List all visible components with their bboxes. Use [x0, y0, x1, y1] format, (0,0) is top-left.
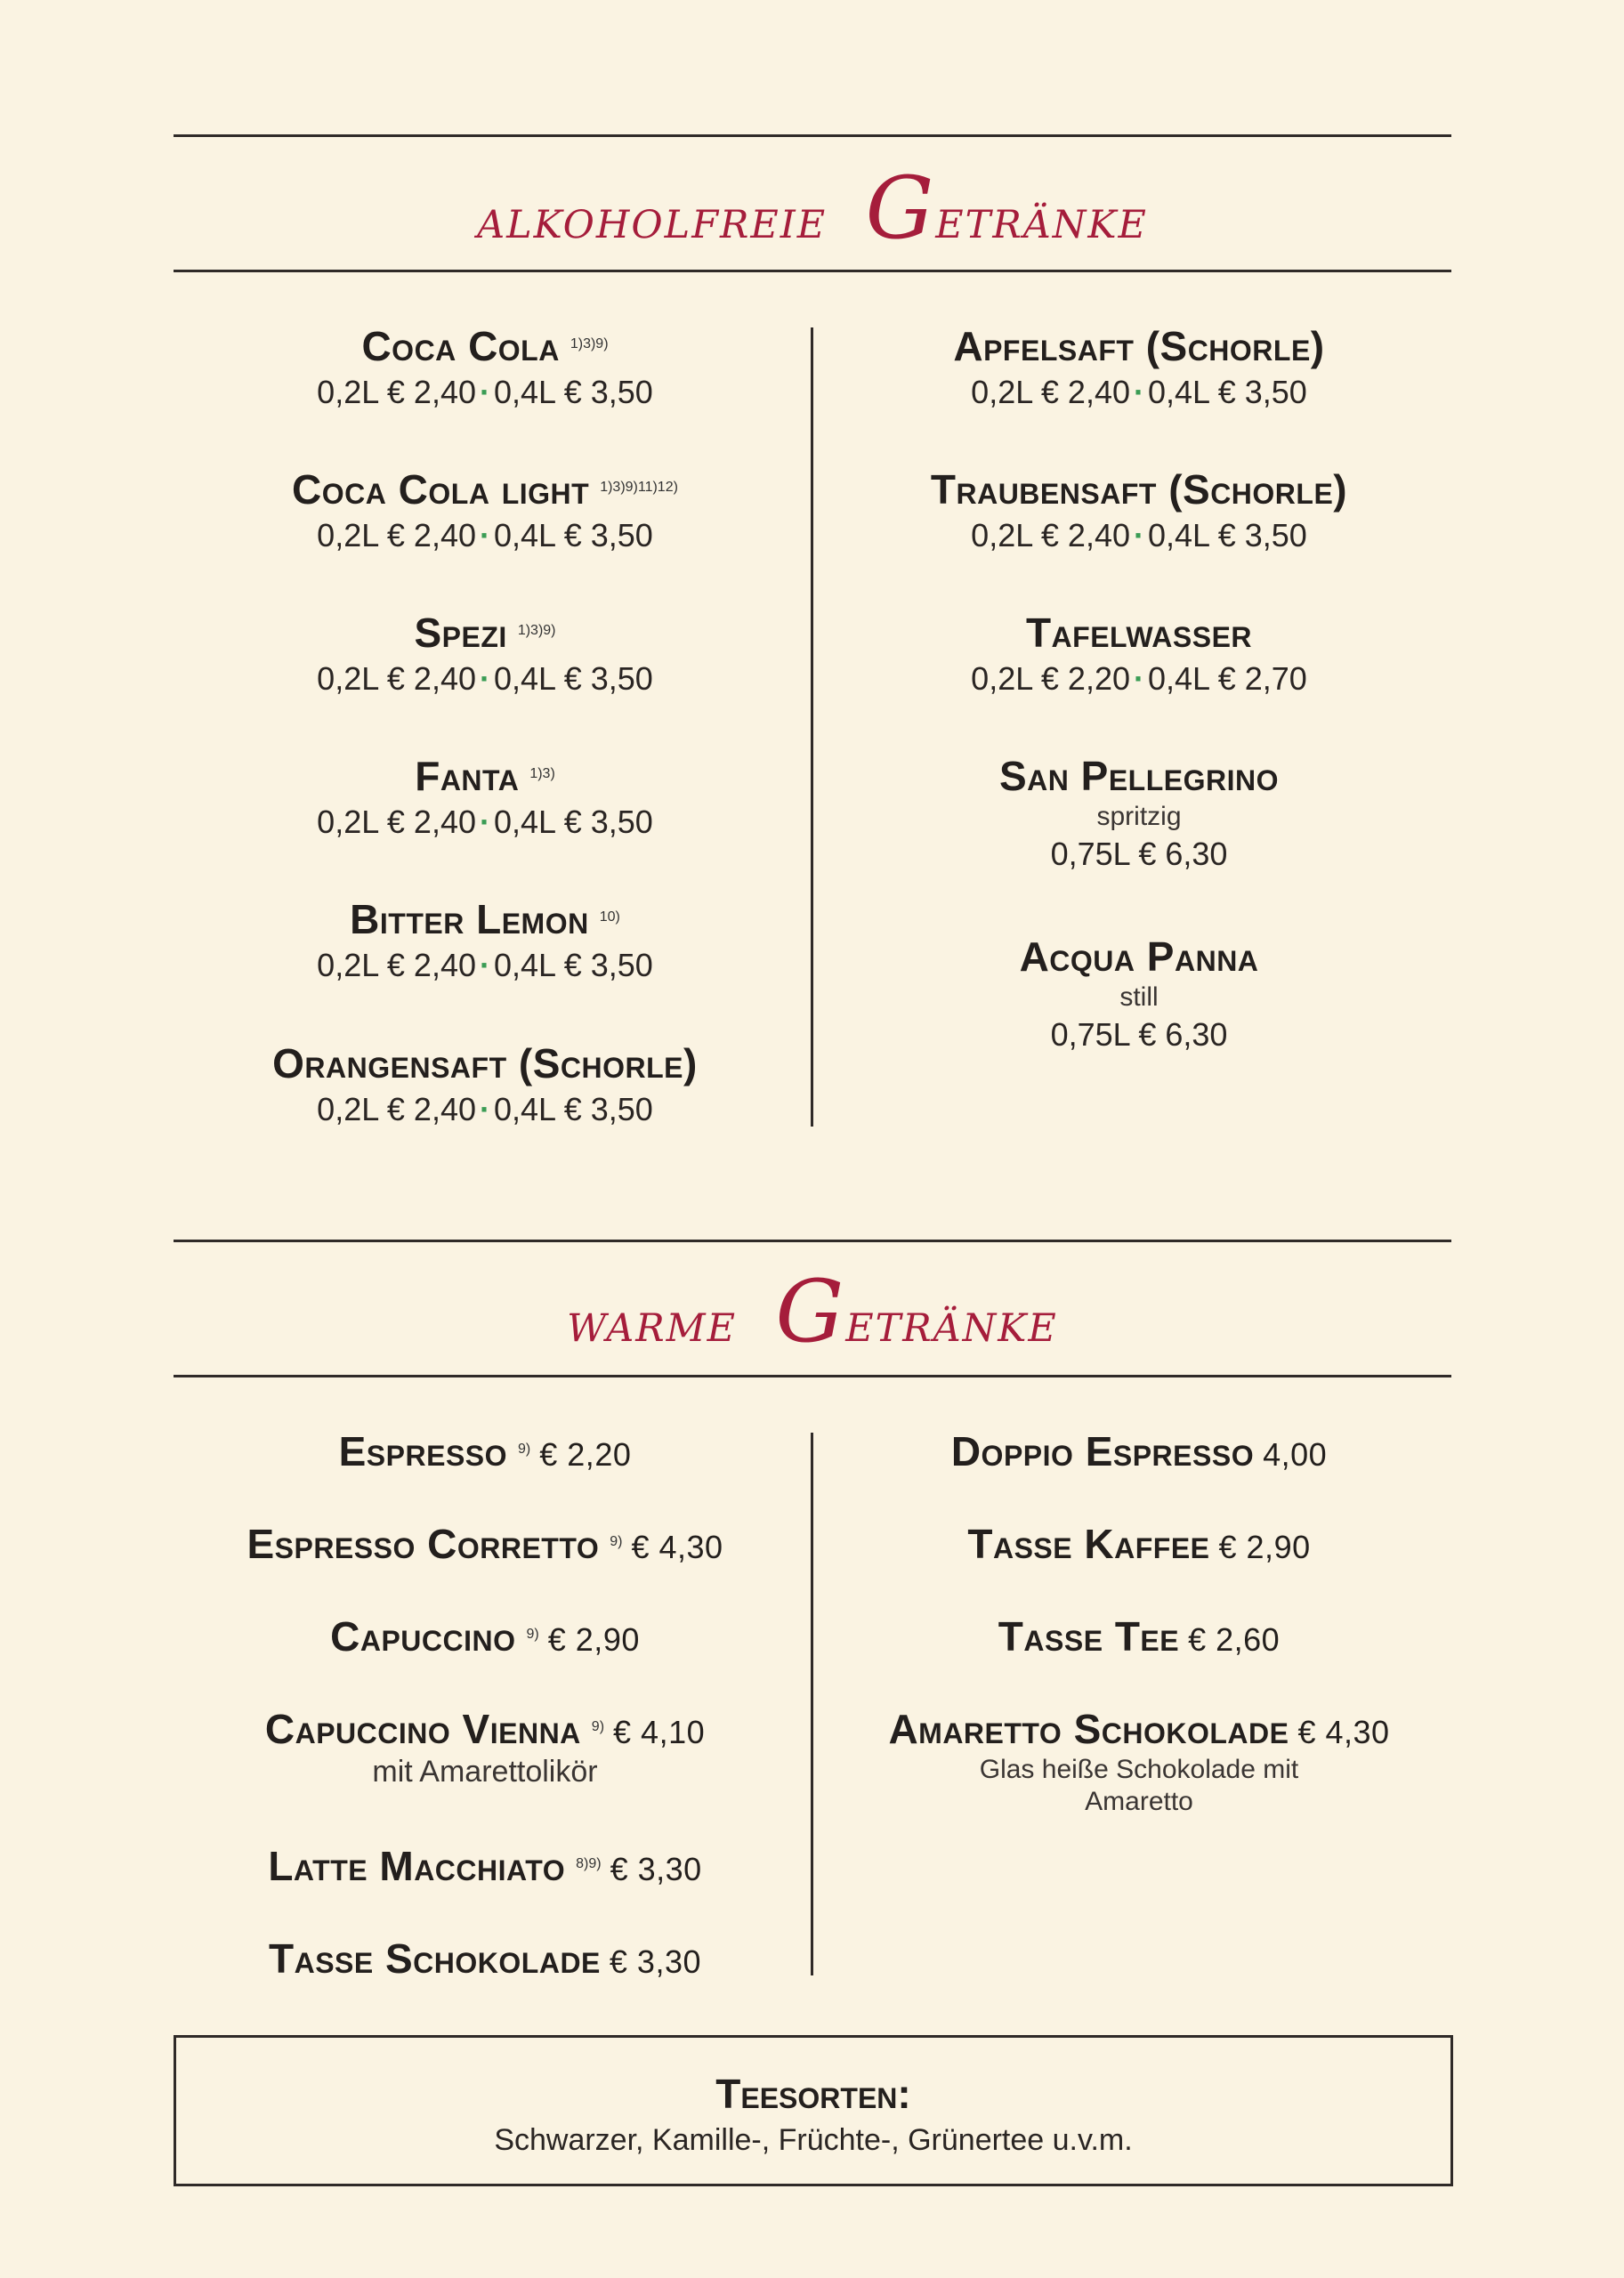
- separator-dot: ·: [480, 374, 490, 410]
- price-large: 0,4L € 2,70: [1148, 660, 1307, 697]
- allergen-note: 9): [526, 1627, 539, 1642]
- item-name: Orangensaft (Schorle): [272, 1040, 698, 1086]
- allergen-note: 1)3)9): [517, 623, 556, 638]
- title-rest: etränke: [845, 1289, 1058, 1354]
- price-large: 0,4L € 3,50: [494, 517, 653, 553]
- price-small: 0,2L € 2,40: [317, 660, 476, 697]
- price-small: 0,2L € 2,40: [971, 517, 1130, 553]
- menu-item: [174, 1842, 796, 1890]
- separator-dot: ·: [480, 517, 490, 553]
- item-name: Bitter Lemon: [350, 896, 589, 942]
- menu-item: [828, 1612, 1450, 1660]
- item-name: San Pellegrino: [998, 753, 1280, 799]
- separator-dot: ·: [480, 1091, 490, 1127]
- item-price: € 4,30: [631, 1529, 723, 1565]
- menu-item: [174, 1705, 796, 1789]
- item-price: € 4,30: [1297, 1714, 1390, 1750]
- item-price: € 3,30: [610, 1851, 702, 1887]
- title-rest: etränke: [935, 186, 1148, 251]
- price-large: 0,4L € 3,50: [1148, 374, 1307, 410]
- item-name: Spezi: [414, 610, 507, 656]
- item-price: 4,00: [1263, 1436, 1328, 1473]
- item-name: Tasse Kaffee: [967, 1521, 1210, 1567]
- item-name: Acqua Panna: [1019, 933, 1259, 980]
- separator-dot: ·: [480, 804, 490, 840]
- item-description: spritzig: [1096, 802, 1182, 831]
- allergen-note: 1)3)9)11)12): [600, 480, 678, 495]
- item-name: Espresso Corretto: [246, 1521, 600, 1567]
- allergen-note: 9): [591, 1719, 605, 1734]
- price-large: 0,4L € 3,50: [494, 660, 653, 697]
- tea-list: Schwarzer, Kamille-, Früchte-, Grünertee u.v.m.: [494, 2123, 1133, 2157]
- item-name: Tasse Schokolade: [268, 1935, 601, 1982]
- item-name: Doppio Espresso: [950, 1428, 1255, 1474]
- item-description: mit Amarettolikör: [372, 1755, 598, 1789]
- price-small: 0,2L € 2,40: [317, 804, 476, 840]
- separator-dot: ·: [1134, 660, 1144, 697]
- separator-dot: ·: [480, 660, 490, 697]
- allergen-note: 9): [610, 1534, 623, 1549]
- item-price: 0,75L € 6,30: [1050, 836, 1228, 872]
- item-price: € 2,60: [1188, 1621, 1281, 1658]
- allergen-note: 9): [518, 1442, 531, 1457]
- item-price: € 3,30: [609, 1943, 701, 1980]
- column-divider: [811, 1433, 813, 1975]
- item-price: € 4,10: [613, 1714, 706, 1750]
- item-description-line-2: Amaretto: [1085, 1787, 1193, 1816]
- item-name: Capuccino: [330, 1613, 516, 1660]
- warm-drinks-right-column: [828, 0, 1450, 2011]
- column-divider: [811, 327, 813, 1127]
- separator-dot: ·: [1134, 517, 1144, 553]
- item-name: Fanta: [415, 753, 520, 799]
- price-small: 0,2L € 2,40: [317, 947, 476, 983]
- menu-item: [174, 1935, 796, 1983]
- tea-varieties-box: [174, 2035, 1453, 2186]
- separator-dot: ·: [1134, 374, 1144, 410]
- price-small: 0,2L € 2,40: [317, 517, 476, 553]
- item-description: still: [1119, 982, 1159, 1012]
- title-word-1: alkoholfreie: [477, 186, 828, 251]
- item-name: Latte Macchiato: [268, 1843, 566, 1889]
- item-name: Coca Cola light: [292, 466, 590, 513]
- item-name: Tasse Tee: [998, 1613, 1180, 1660]
- allergen-note: 1)3)9): [570, 336, 609, 351]
- allergen-note: 8)9): [576, 1856, 602, 1871]
- tea-title: Teesorten:: [715, 2071, 911, 2117]
- title-initial: G: [865, 158, 936, 258]
- allergen-note: 10): [599, 909, 620, 925]
- menu-item: [174, 1427, 796, 1475]
- item-name: Coca Cola: [361, 323, 560, 369]
- item-price: € 2,90: [1218, 1529, 1311, 1565]
- item-name: Tafelwasser: [1025, 610, 1253, 656]
- price-large: 0,4L € 3,50: [494, 374, 653, 410]
- price-large: 0,4L € 3,50: [1148, 517, 1307, 553]
- item-price: € 2,90: [547, 1621, 640, 1658]
- title-initial: G: [775, 1262, 846, 1361]
- price-small: 0,2L € 2,20: [971, 660, 1130, 697]
- price-large: 0,4L € 3,50: [494, 947, 653, 983]
- item-name: Traubensaft (Schorle): [930, 466, 1348, 513]
- allergen-note: 1)3): [529, 766, 555, 781]
- item-price: € 2,20: [539, 1436, 632, 1473]
- item-description-line-1: Glas heiße Schokolade mit: [979, 1755, 1299, 1784]
- title-word-1: warme: [567, 1289, 738, 1354]
- price-large: 0,4L € 3,50: [494, 804, 653, 840]
- price-small: 0,2L € 2,40: [317, 1091, 476, 1127]
- menu-item: [828, 1705, 1450, 1817]
- item-name: Amaretto Schokolade: [888, 1706, 1289, 1752]
- price-small: 0,2L € 2,40: [317, 374, 476, 410]
- item-name: Capuccino Vienna: [264, 1706, 581, 1752]
- price-small: 0,2L € 2,40: [971, 374, 1130, 410]
- item-name: Apfelsaft (Schorle): [953, 323, 1325, 369]
- item-price: 0,75L € 6,30: [1050, 1016, 1228, 1053]
- separator-dot: ·: [480, 947, 490, 983]
- price-large: 0,4L € 3,50: [494, 1091, 653, 1127]
- warm-drinks-left-column: [174, 0, 796, 2011]
- menu-item: [174, 1612, 796, 1660]
- menu-item: [828, 1427, 1450, 1475]
- item-name: Espresso: [338, 1428, 508, 1474]
- menu-item: [174, 1520, 796, 1568]
- menu-item: [828, 1520, 1450, 1568]
